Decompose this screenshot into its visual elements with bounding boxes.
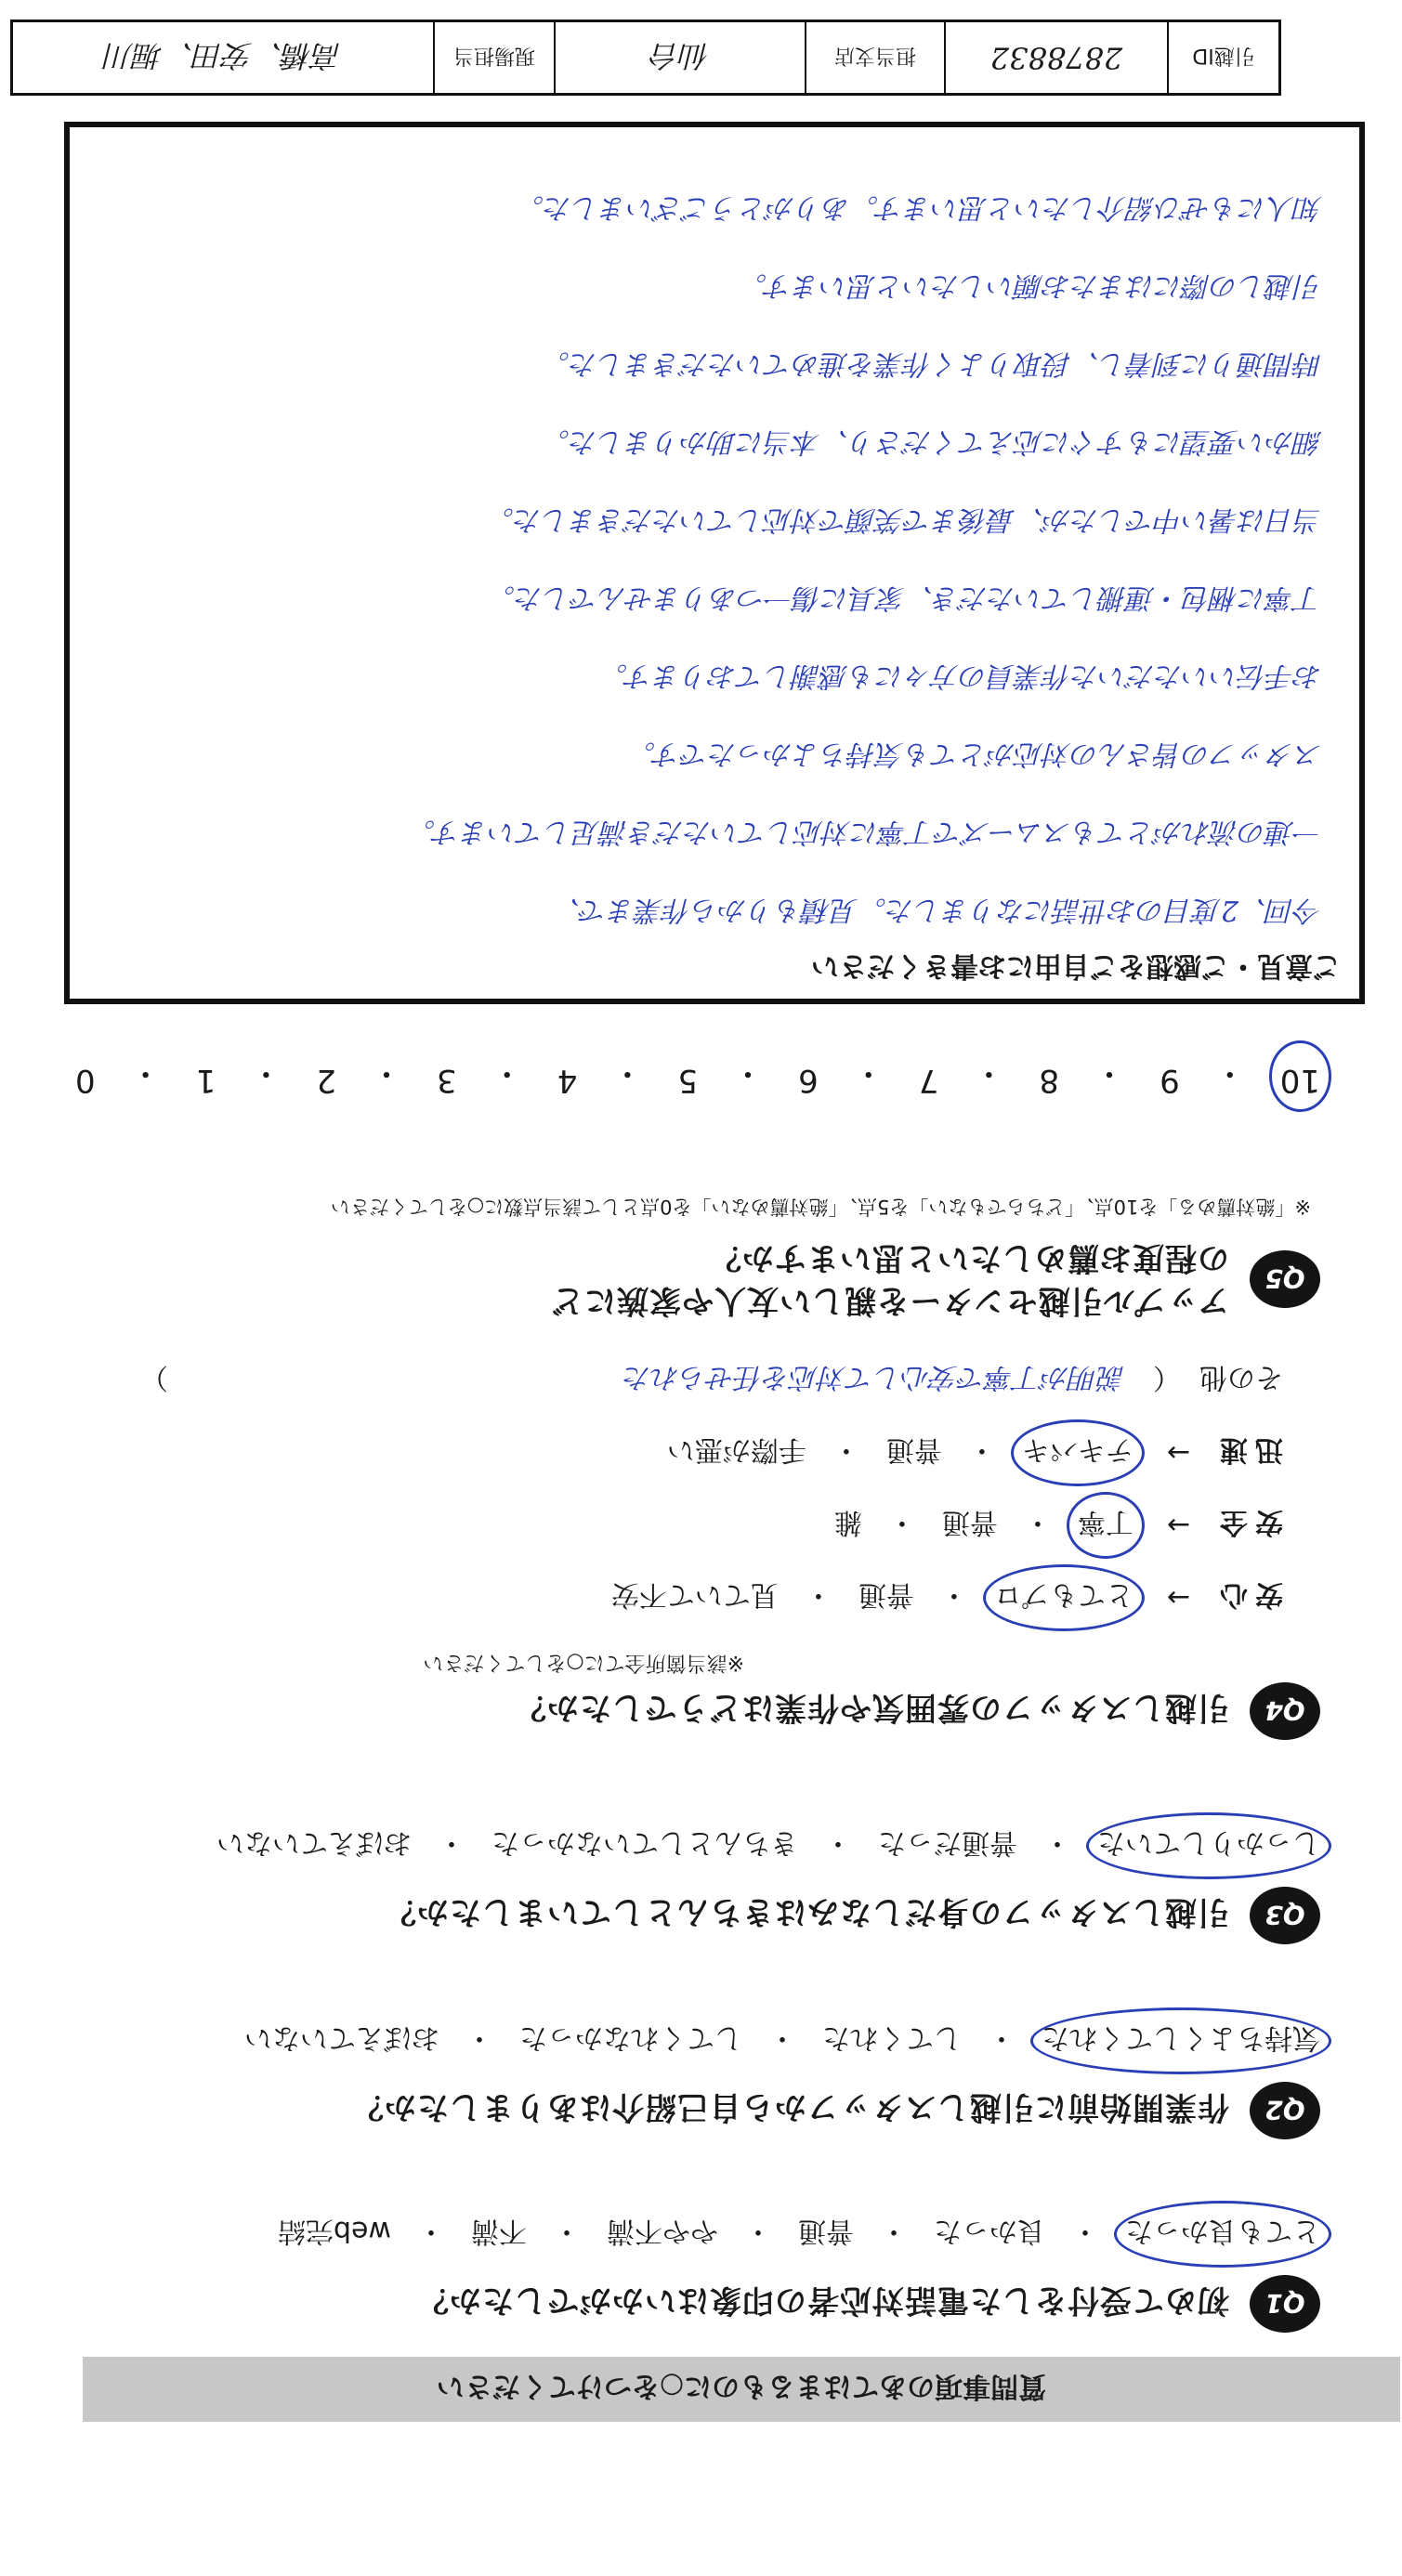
option[interactable]: 普通だった bbox=[878, 1826, 1017, 1859]
question-note: ※「絶対薦める」を10点、「どちらでもない」を5点、「絶対薦めない」を0点として該当点数に○をしてください bbox=[330, 1196, 1311, 1218]
staff-label: 現場担当 bbox=[433, 22, 554, 93]
scale-option[interactable]: 5 bbox=[677, 1062, 699, 1099]
option-selected[interactable]: 丁寧 bbox=[1078, 1505, 1133, 1546]
option[interactable]: してくれなかった bbox=[519, 2021, 742, 2054]
other-row: その他 （ 説明が丁寧で安心して対応を任せられた ） bbox=[85, 1360, 1320, 1401]
question-title: 引越しスタッフの身だしなみはきちんとしていましたか？ bbox=[384, 1893, 1229, 1931]
scale-option[interactable]: 6 bbox=[798, 1062, 819, 1099]
instruction-banner: 質問事項のあてはまるものに○をつけてください bbox=[83, 2357, 1400, 2422]
id-value: 2878832 bbox=[944, 22, 1167, 93]
option-selected[interactable]: しっかりしていた bbox=[1097, 1825, 1320, 1866]
answer-options: しっかりしていた ・ 普通だった ・ きちんとしていなかった ・ おぼえていない bbox=[85, 1825, 1320, 1866]
option[interactable]: 不満 bbox=[471, 2215, 527, 2247]
staff-value: 高橋、安田、堀川 bbox=[104, 38, 343, 73]
option[interactable]: 普通 bbox=[798, 2215, 854, 2247]
option[interactable]: してくれた bbox=[822, 2021, 962, 2054]
option[interactable]: やや不満 bbox=[607, 2215, 718, 2247]
scale-option-selected[interactable]: 10 bbox=[1280, 1053, 1320, 1099]
comment-line: 知人にもぜひ紹介したいと思います。ありがとうございました。 bbox=[516, 191, 1322, 224]
option[interactable]: 雑 bbox=[833, 1506, 862, 1538]
branch-value: 仙台 bbox=[554, 22, 805, 93]
option[interactable]: きちんとしていなかった bbox=[491, 1826, 798, 1859]
comment-line: お手伝いいただいた作業員の方々にも感謝しております。 bbox=[599, 660, 1322, 692]
question-title: アップル引越センターを親しい友人や家族にどの程度お薦めしたいと思いますか？ bbox=[551, 1239, 1229, 1319]
scale-option[interactable]: 8 bbox=[1039, 1062, 1060, 1099]
move-id-table bbox=[10, 20, 1281, 96]
option[interactable]: 普通 bbox=[858, 1578, 914, 1611]
comment-line: 当日は暑い中でしたが、最後まで笑顔で対応していただきました。 bbox=[486, 503, 1322, 536]
comment-line: 一連の流れがとてもスムーズで丁寧に対応していただき満足しています。 bbox=[407, 816, 1322, 848]
question-1 bbox=[85, 2214, 1320, 2333]
question-number-badge: Q3 bbox=[1250, 1887, 1320, 1944]
option[interactable]: おぼえていない bbox=[244, 2021, 439, 2054]
option-selected[interactable]: テキパキ bbox=[1022, 1432, 1133, 1473]
comment-line: 今回、2度目のお世話になりました。見積もりから作業まで、 bbox=[552, 894, 1322, 926]
option[interactable]: web完結 bbox=[277, 2215, 391, 2247]
comment-box-title: ご意見・ご感想をご自由にお書きください bbox=[811, 949, 1341, 982]
option-selected[interactable]: とてもプロ bbox=[994, 1577, 1133, 1618]
arrow-icon: → bbox=[1166, 1509, 1190, 1542]
option[interactable]: おぼえていない bbox=[216, 1826, 412, 1859]
option[interactable]: 良かった bbox=[934, 2215, 1045, 2247]
comment-line: 引越しの際にはまたお願いしたいと思います。 bbox=[739, 269, 1322, 302]
question-number-badge: Q5 bbox=[1250, 1250, 1320, 1308]
arrow-icon: → bbox=[1166, 1436, 1190, 1470]
criteria-row-safety: 安心 → とてもプロ ・ 普通 ・ 見ていて不安 bbox=[85, 1577, 1320, 1618]
option[interactable]: 手際が悪い bbox=[666, 1433, 806, 1466]
scale-option[interactable]: 4 bbox=[557, 1062, 578, 1099]
question-number-badge: Q4 bbox=[1250, 1682, 1320, 1740]
branch-label: 担当支店 bbox=[805, 22, 944, 93]
question-2 bbox=[85, 2020, 1320, 2139]
comment-line: 細かい要望にもすぐに応えてくださり、本当に助かりました。 bbox=[542, 425, 1322, 458]
comment-line: 丁寧に梱包・運搬していただき、家具に傷一つありませんでした。 bbox=[487, 582, 1322, 614]
option[interactable]: 普通 bbox=[941, 1506, 998, 1538]
answer-options: 気持ちよくしてくれた ・ してくれた ・ してくれなかった ・ おぼえていない bbox=[85, 2020, 1320, 2061]
option[interactable]: 普通 bbox=[885, 1433, 942, 1466]
question-title: 作業開始前に引越しスタッフから自己紹介はありましたか？ bbox=[351, 2088, 1229, 2126]
criteria-label: 安心 bbox=[1212, 1578, 1283, 1611]
question-note: ※該当箇所全てに○をしてください bbox=[423, 1651, 744, 1674]
scale-option[interactable]: 1 bbox=[195, 1062, 216, 1099]
arrow-icon: → bbox=[1166, 1581, 1190, 1615]
comment-box[interactable] bbox=[64, 122, 1365, 1004]
comment-line: 時間通りに到着し、段取りよく作業を進めていただきました。 bbox=[542, 347, 1322, 380]
question-title: 引越しスタッフの雰囲気や作業はどうでしたか？ bbox=[514, 1689, 1229, 1727]
criteria-row-speed: 迅速 → テキパキ ・ 普通 ・ 手際が悪い bbox=[85, 1432, 1320, 1473]
id-label: 引越ID bbox=[1167, 22, 1278, 93]
question-number-badge: Q2 bbox=[1250, 2082, 1320, 2139]
criteria-row-care: 安全 → 丁寧 ・ 普通 ・ 雑 bbox=[85, 1505, 1320, 1546]
recommend-scale: 10 ・ 9 ・ 8 ・ 7 ・ 6 ・ 5 ・ 4 ・ 3 ・ 2 ・ 1 ・ 0 bbox=[75, 1054, 1320, 1099]
scale-option[interactable]: 7 bbox=[918, 1062, 939, 1099]
option-selected[interactable]: とても良かった bbox=[1125, 2214, 1320, 2255]
scale-option[interactable]: 9 bbox=[1160, 1062, 1180, 1099]
comment-line: スタッフの皆さんの対応がとても気持ちよかったです。 bbox=[627, 738, 1322, 770]
option[interactable]: 見ていて不安 bbox=[610, 1578, 779, 1611]
criteria-label: 安全 bbox=[1212, 1506, 1283, 1538]
scale-option[interactable]: 0 bbox=[75, 1062, 96, 1099]
scale-option[interactable]: 2 bbox=[316, 1062, 336, 1099]
question-title: 初めて受付をした電話対応者の印象はいかがでしたか？ bbox=[416, 2282, 1229, 2320]
option-selected[interactable]: 気持ちよくしてくれた bbox=[1042, 2020, 1320, 2061]
question-5 bbox=[85, 1194, 1320, 1322]
scale-option[interactable]: 3 bbox=[437, 1062, 457, 1099]
question-3 bbox=[85, 1825, 1320, 1944]
question-number-badge: Q1 bbox=[1250, 2275, 1320, 2333]
answer-options: とても良かった ・ 良かった ・ 普通 ・ やや不満 ・ 不満 ・ web完結 bbox=[85, 2214, 1320, 2255]
other-label: その他 bbox=[1199, 1361, 1283, 1393]
question-4 bbox=[85, 1360, 1320, 1740]
other-handwritten-text[interactable]: 説明が丁寧で安心して対応を任せられた bbox=[623, 1361, 1125, 1393]
criteria-label: 迅速 bbox=[1212, 1433, 1283, 1466]
